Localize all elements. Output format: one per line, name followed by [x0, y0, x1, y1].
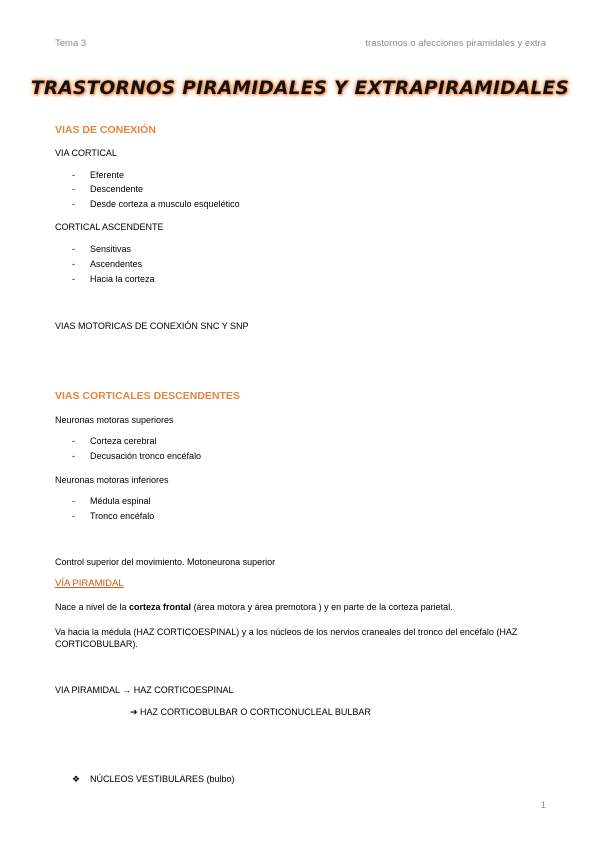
page-title: TRASTORNOS PIRAMIDALES Y EXTRAPIRAMIDALES	[30, 78, 570, 99]
section-vias-corticales-descendentes: VIAS CORTICALES DESCENDENTES	[55, 390, 240, 402]
page-number: 1	[540, 800, 546, 811]
list-item: - Corteza cerebral	[72, 436, 157, 446]
va-hacia-paragraph: Va hacia la médula (HAZ CORTICOESPINAL) y a los núcleos de los nervios craneales del tronco del encéfalo (HAZ CORTICOBULBAR).	[55, 627, 518, 649]
list-item: - Desde corteza a musculo esquelético	[72, 199, 240, 209]
header-left: Tema 3	[55, 38, 87, 49]
diamond-bullet-icon: ❖	[72, 774, 81, 784]
section-vias-conexion: VIAS DE CONEXIÓN	[55, 124, 156, 136]
list-item: - Eferente	[72, 170, 125, 180]
nace-paragraph: Nace a nivel de la corteza frontal (área motora y área premotora ) y en parte de la corteza parietal.	[55, 602, 453, 612]
vias-motoricas-line: VIAS MOTORICAS DE CONEXIÓN SNC Y SNP	[55, 321, 249, 331]
list-item: - Sensitivas	[72, 244, 132, 254]
list-item: - Decusación tronco encéfalo	[72, 451, 202, 461]
nucleos-vestibulares-item: ❖ NÚCLEOS VESTIBULARES (bulbo)	[72, 774, 235, 784]
via-cortical-heading: VIA CORTICAL	[55, 148, 117, 158]
list-item: - Descendente	[72, 184, 144, 194]
neuronas-superiores-heading: Neuronas motoras superiores	[55, 415, 174, 425]
neuronas-inferiores-heading: Neuronas motoras inferiores	[55, 475, 169, 485]
via-piramidal-line: VIA PIRAMIDAL → HAZ CORTICOESPINAL	[55, 685, 234, 695]
haz-corticobulbar-line: ➔ HAZ CORTICOBULBAR O CORTICONUCLEAL BULBAR	[130, 707, 371, 717]
via-piramidal-link[interactable]: VÍA PIRAMIDAL	[55, 578, 124, 589]
list-item: - Ascendentes	[72, 259, 143, 269]
list-item: - Tronco encéfalo	[72, 511, 155, 521]
control-line: Control superior del movimiento. Motoneurona superior	[55, 557, 276, 567]
list-item: - Hacia la corteza	[72, 274, 155, 284]
list-item: - Médula espinal	[72, 496, 151, 506]
cortical-ascendente-heading: CORTICAL ASCENDENTE	[55, 222, 164, 232]
header-right: trastornos o afecciones piramidales y extra	[365, 38, 546, 49]
